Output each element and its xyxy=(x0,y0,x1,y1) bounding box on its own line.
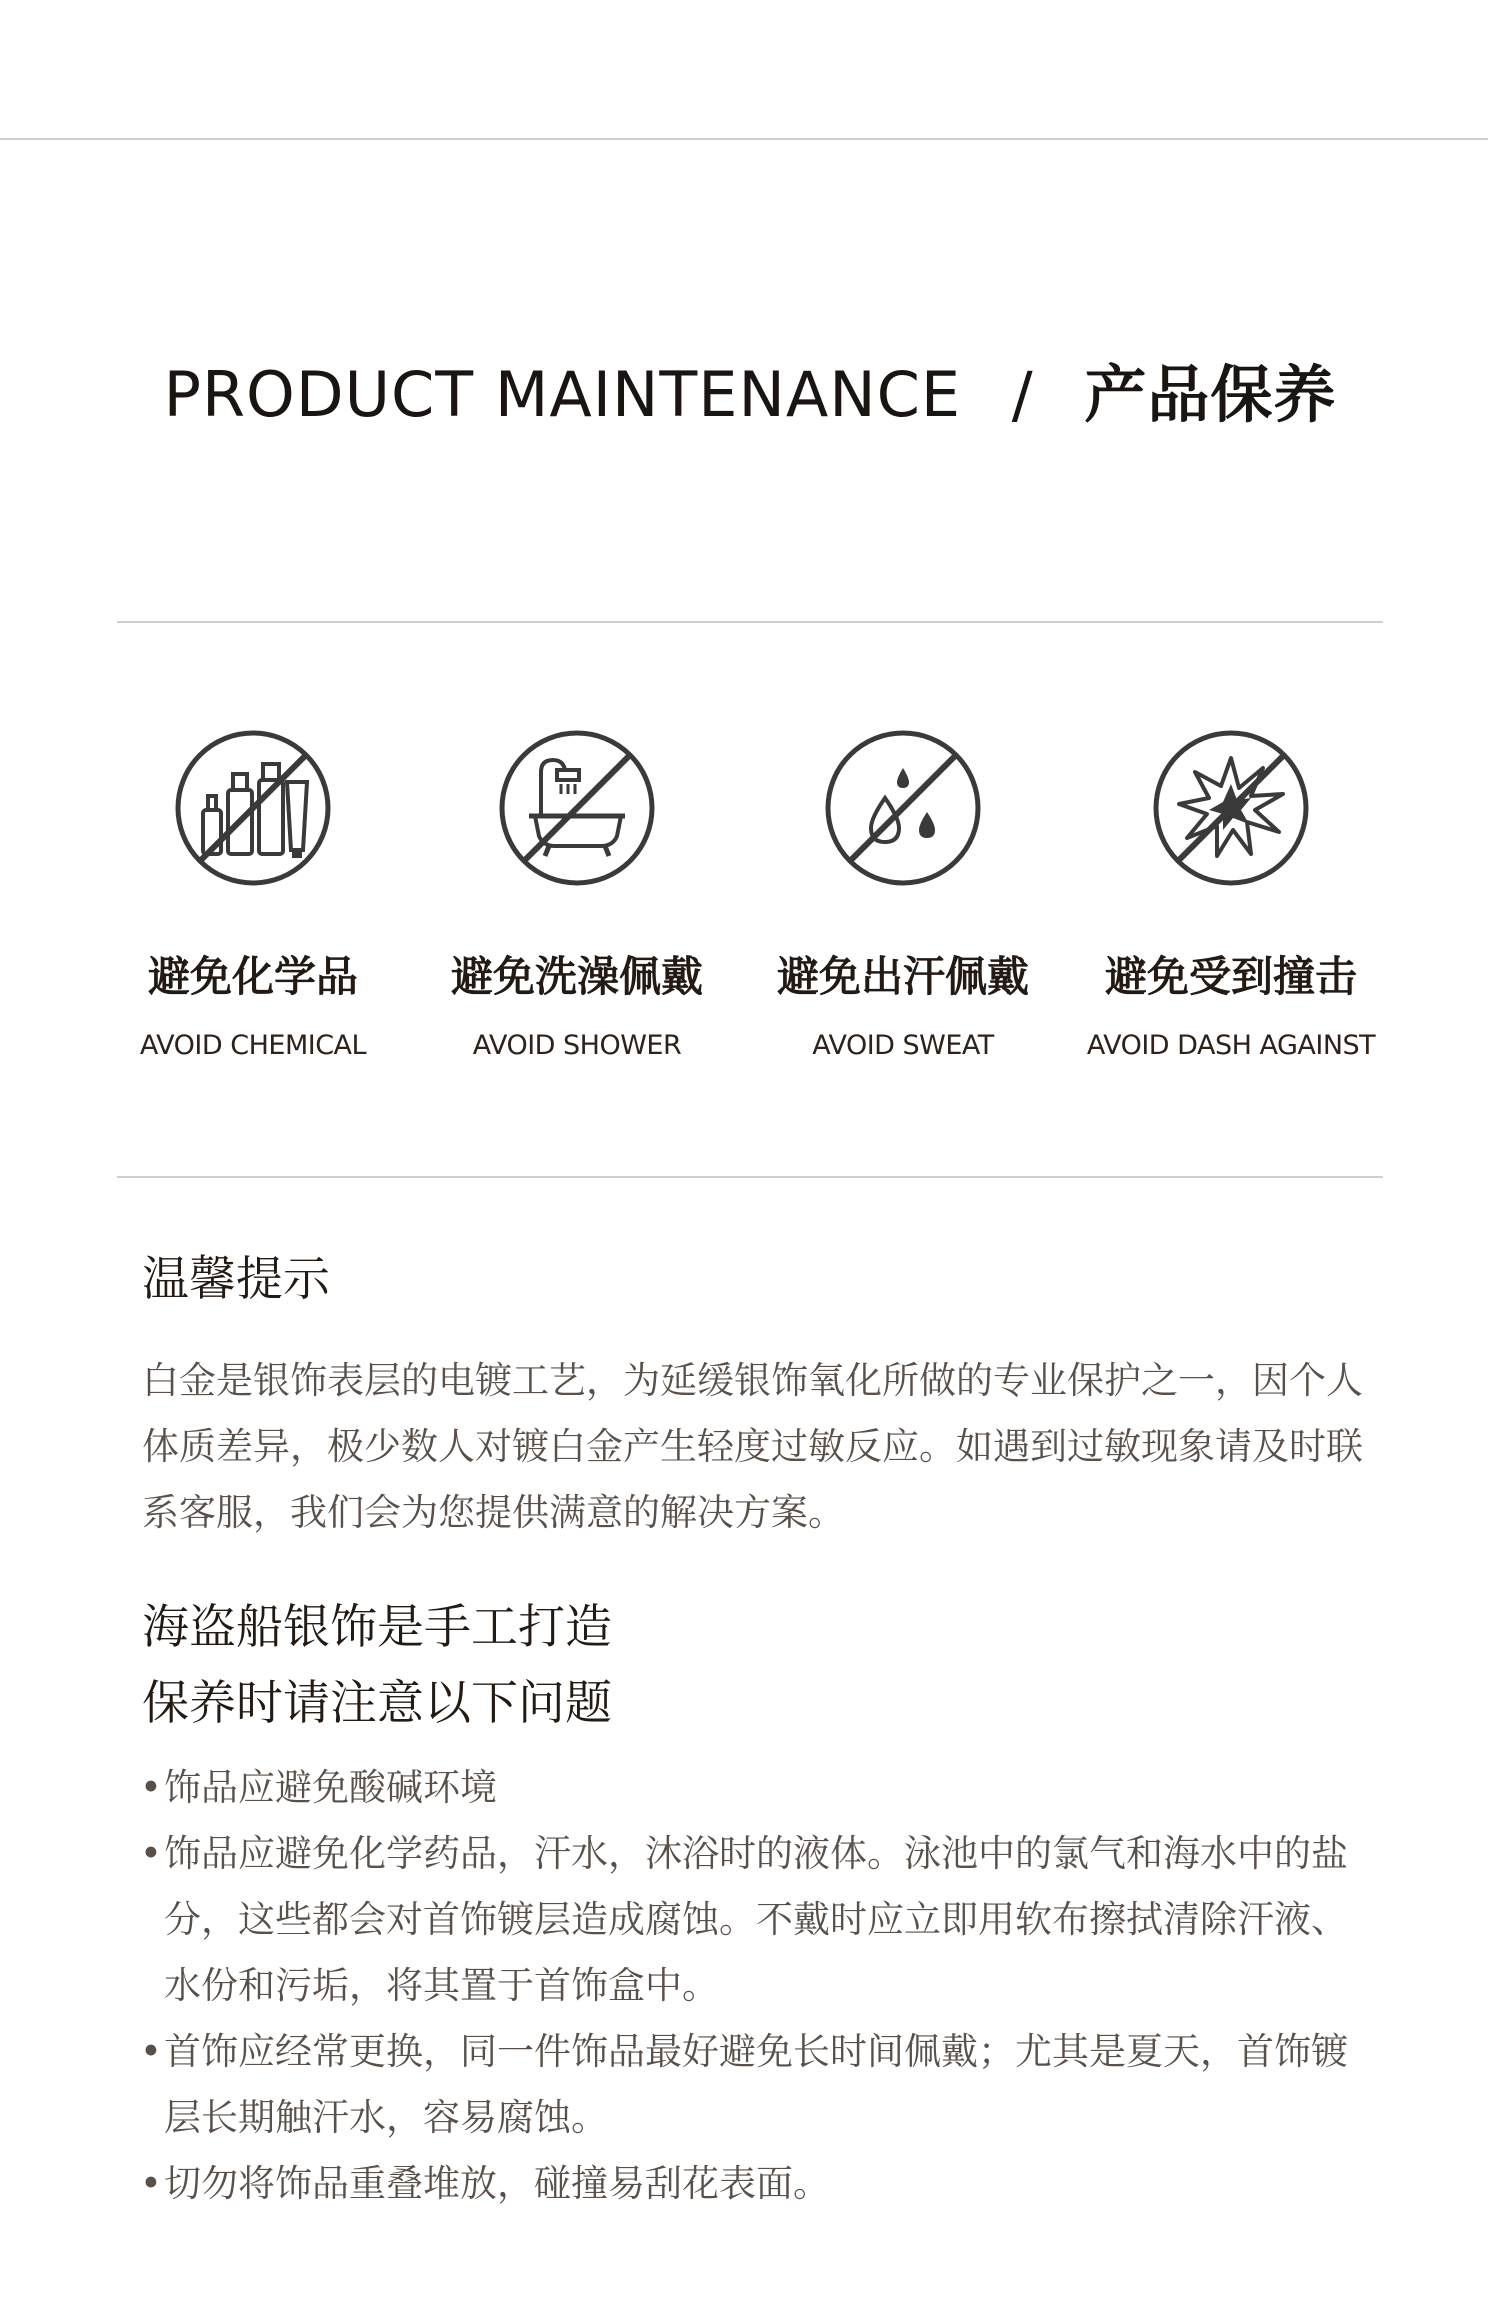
list-item xyxy=(140,1755,1380,1821)
feature-label-en: AVOID CHEMICAL xyxy=(139,1030,367,1061)
list-item xyxy=(140,2019,1380,2151)
list-item-text: 饰品应避免酸碱环境 xyxy=(164,1766,497,1809)
feature-label-en: AVOID SHOWER xyxy=(472,1030,682,1061)
care-heading xyxy=(142,1590,612,1742)
care-heading-line1: 海盗船银饰是手工打造 xyxy=(142,1600,612,1655)
feature-label-cn: 避免受到撞击 xyxy=(1104,952,1357,1001)
bullet: • xyxy=(140,1766,162,1809)
list-item-text: 首饰应经常更换，同一件饰品最好避免长时间佩戴；尤其是夏天，首饰镀层长期触汗水，容易腐蚀。 xyxy=(164,2030,1348,2139)
list-item xyxy=(140,2151,1380,2217)
feature-avoid-chemical xyxy=(103,728,403,1059)
care-heading-line2: 保养时请注意以下问题 xyxy=(142,1676,612,1731)
feature-label-en: AVOID DASH AGAINST xyxy=(1086,1030,1376,1061)
bullet: • xyxy=(140,1832,162,1875)
section-divider xyxy=(117,1176,1383,1178)
feature-label-cn: 避免出汗佩戴 xyxy=(776,952,1029,1001)
page-title xyxy=(0,345,1500,434)
no-shower-icon xyxy=(497,728,657,888)
feature-avoid-sweat xyxy=(753,728,1053,1059)
list-item-text: 饰品应避免化学药品，汗水，沐浴时的液体。泳池中的氯气和海水中的盐分，这些都会对首饰镀层造成腐蚀。不戴时应立即用软布擦拭清除汗液、水份和污垢，将其置于首饰盒中。 xyxy=(164,1832,1348,2007)
no-chemical-icon xyxy=(173,728,333,888)
page-title-cn: 产品保养 xyxy=(1084,358,1337,431)
list-item xyxy=(140,1821,1380,2019)
bullet: • xyxy=(140,2162,162,2205)
page-title-en: PRODUCT MAINTENANCE xyxy=(163,358,962,431)
tips-text: 白金是银饰表层的电镀工艺，为延缓银饰氧化所做的专业保护之一，因个人体质差异，极少数人对镀白金产生轻度过敏反应。如遇到过敏现象请及时联系客服，我们会为您提供满意的解决方案。 xyxy=(142,1359,1363,1534)
feature-label-cn: 避免洗澡佩戴 xyxy=(450,952,703,1001)
tips-heading: 温馨提示 xyxy=(142,1252,330,1307)
list-item-text: 切勿将饰品重叠堆放，碰撞易刮花表面。 xyxy=(164,2162,830,2205)
top-divider xyxy=(0,138,1488,140)
feature-avoid-dash-against xyxy=(1081,728,1381,1059)
no-sweat-icon xyxy=(823,728,983,888)
section-divider xyxy=(117,621,1383,623)
bullet: • xyxy=(140,2030,162,2073)
no-impact-icon xyxy=(1151,728,1311,888)
care-list xyxy=(140,1755,1380,2217)
page-title-separator: / xyxy=(1011,358,1034,431)
feature-avoid-shower xyxy=(427,728,727,1059)
feature-label-en: AVOID SWEAT xyxy=(812,1030,994,1061)
feature-label-cn: 避免化学品 xyxy=(147,952,358,1001)
